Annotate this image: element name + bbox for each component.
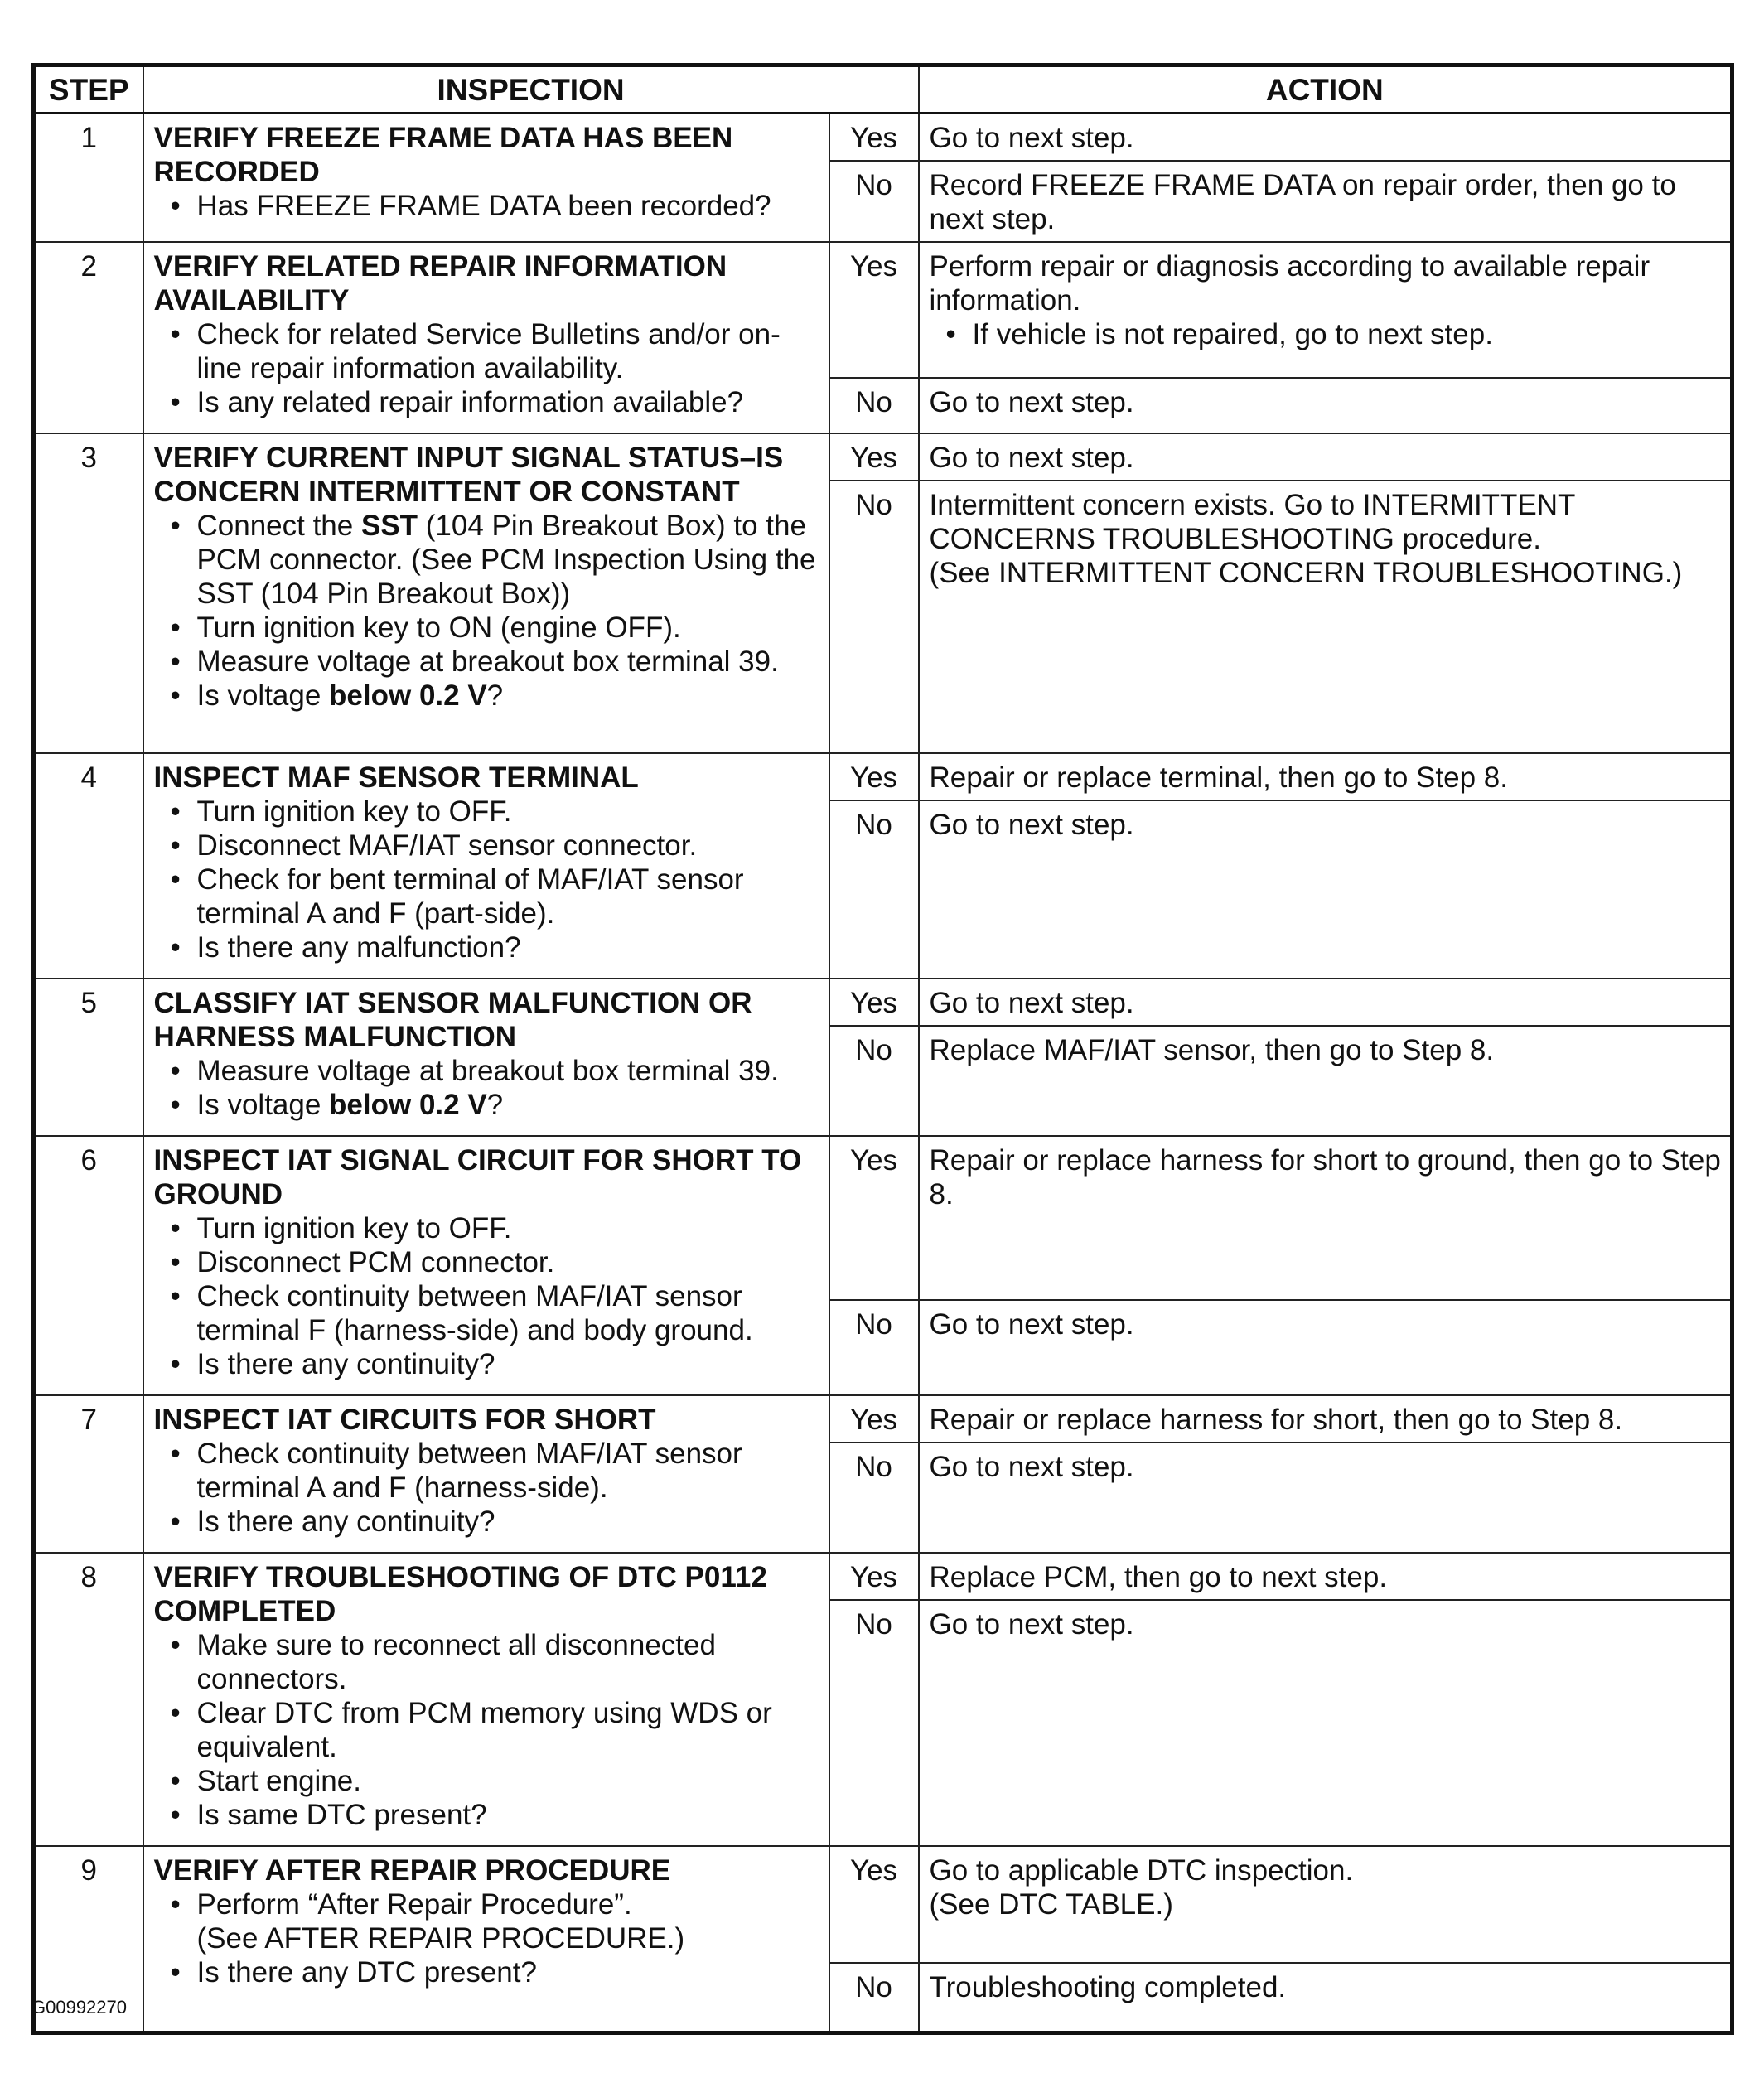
no-label: No	[829, 1963, 919, 2032]
inspection-item: • Disconnect MAF/IAT sensor connector.	[154, 829, 820, 863]
yes-label: Yes	[829, 1846, 919, 1963]
step-1-inspection	[143, 114, 829, 243]
inspection-list	[154, 509, 820, 713]
no-action: Record FREEZE FRAME DATA on repair order, then go to next step.	[919, 161, 1733, 242]
no-action: Go to next step.	[919, 800, 1733, 979]
inspection-item: • Is there any continuity?	[154, 1505, 820, 1539]
step-number: 5	[34, 979, 143, 1136]
no-action-reference: (See INTERMITTENT CONCERN TROUBLESHOOTING.)	[929, 557, 1683, 589]
step-number: 8	[34, 1553, 143, 1846]
yes-action-bullet: • If vehicle is not repaired, go to next step.	[930, 317, 1723, 351]
step-2-inspection	[143, 242, 829, 433]
yes-action-text: Go to applicable DTC inspection.	[929, 1854, 1354, 1887]
no-label: No	[829, 481, 919, 753]
step-1-yes-row	[34, 114, 1733, 162]
step-title: CLASSIFY IAT SENSOR MALFUNCTION OR HARNESS MALFUNCTION	[153, 987, 752, 1053]
step-number: 6	[34, 1136, 143, 1395]
inspection-item: • Start engine.	[154, 1764, 820, 1798]
inspection-list	[154, 189, 820, 223]
inspection-list	[154, 795, 820, 964]
yes-label: Yes	[829, 1136, 919, 1300]
yes-action	[919, 1846, 1733, 1963]
step-7-inspection	[143, 1395, 829, 1553]
step-4-inspection	[143, 753, 829, 979]
no-label: No	[829, 1026, 919, 1136]
step-9-inspection	[143, 1846, 829, 2033]
yes-action: Go to next step.	[919, 433, 1733, 481]
yes-action-text: Perform repair or diagnosis according to available repair information.	[929, 250, 1650, 317]
yes-label: Yes	[829, 1395, 919, 1443]
step-5-yes-row	[34, 979, 1733, 1026]
inspection-list	[154, 1211, 820, 1381]
inspection-item: • Is there any DTC present?	[154, 1955, 820, 1989]
inspection-item: • Is same DTC present?	[154, 1798, 820, 1832]
step-8-inspection	[143, 1553, 829, 1846]
troubleshooting-sheet	[31, 63, 1730, 2035]
inspection-item: • Check continuity between MAF/IAT sensor terminal A and F (harness-side).	[154, 1437, 820, 1505]
yes-label: Yes	[829, 114, 919, 162]
inspection-item: • Measure voltage at breakout box terminal 39.	[154, 1054, 820, 1088]
yes-action: Repair or replace harness for short to ground, then go to Step 8.	[919, 1136, 1733, 1300]
inspection-item: • Measure voltage at breakout box terminal 39.	[154, 645, 820, 679]
action-header: ACTION	[919, 65, 1733, 114]
no-action-text: Intermittent concern exists. Go to INTERMITTENT CONCERNS TROUBLESHOOTING procedure.	[929, 489, 1575, 555]
inspection-item: • Check for related Service Bulletins and/or on-line repair information availability.	[154, 317, 820, 385]
yes-label: Yes	[829, 1553, 919, 1600]
yes-action: Repair or replace harness for short, then go to Step 8.	[919, 1395, 1733, 1443]
no-label: No	[829, 378, 919, 433]
inspection-item: • Turn ignition key to OFF.	[154, 1211, 820, 1245]
header-row	[34, 65, 1733, 114]
step-number: 3	[34, 433, 143, 753]
inspection-list	[154, 317, 820, 419]
inspection-list	[154, 1054, 820, 1122]
step-title: VERIFY RELATED REPAIR INFORMATION AVAILABILITY	[153, 250, 727, 317]
step-title: VERIFY CURRENT INPUT SIGNAL STATUS–IS CONCERN INTERMITTENT OR CONSTANT	[153, 442, 784, 508]
no-action: Go to next step.	[919, 1600, 1733, 1846]
step-number: 9	[34, 1846, 143, 2033]
no-action: Go to next step.	[919, 1443, 1733, 1553]
no-action: Troubleshooting completed.	[919, 1963, 1733, 2032]
step-title: INSPECT MAF SENSOR TERMINAL	[153, 761, 639, 794]
inspection-item: • Check continuity between MAF/IAT sensor terminal F (harness-side) and body ground.	[154, 1279, 820, 1347]
yes-label: Yes	[829, 753, 919, 800]
step-number: 7	[34, 1395, 143, 1553]
no-label: No	[829, 1600, 919, 1846]
yes-action: Repair or replace terminal, then go to Step 8.	[919, 753, 1733, 800]
step-number: 2	[34, 242, 143, 433]
inspection-item: • Is voltage below 0.2 V?	[154, 1088, 820, 1122]
step-4-yes-row	[34, 753, 1733, 800]
inspection-list	[154, 1628, 820, 1832]
step-title: VERIFY FREEZE FRAME DATA HAS BEEN RECORDED	[153, 122, 733, 188]
step-2-yes-row	[34, 242, 1733, 378]
yes-action-reference: (See DTC TABLE.)	[929, 1888, 1173, 1921]
yes-label: Yes	[829, 979, 919, 1026]
inspection-item: • Connect the SST (104 Pin Breakout Box) to the PCM connector. (See PCM Inspection Using the SST (104 Pin Breakout Box))	[154, 509, 820, 611]
inspection-item: • Is any related repair information available?	[154, 385, 820, 419]
no-action: Go to next step.	[919, 378, 1733, 433]
troubleshooting-table	[31, 63, 1734, 2035]
inspection-list	[154, 1887, 820, 1989]
no-action: Go to next step.	[919, 1300, 1733, 1395]
inspection-item: • Perform “After Repair Procedure”. (See AFTER REPAIR PROCEDURE.)	[154, 1887, 820, 1955]
step-5-inspection	[143, 979, 829, 1136]
step-7-yes-row	[34, 1395, 1733, 1443]
inspection-item: • Make sure to reconnect all disconnected connectors.	[154, 1628, 820, 1696]
yes-action	[919, 242, 1733, 378]
yes-action: Go to next step.	[919, 114, 1733, 162]
inspection-item: • Disconnect PCM connector.	[154, 1245, 820, 1279]
inspection-item: • Turn ignition key to ON (engine OFF).	[154, 611, 820, 645]
step-header: STEP	[34, 65, 143, 114]
step-title: INSPECT IAT SIGNAL CIRCUIT FOR SHORT TO GROUND	[153, 1144, 802, 1211]
yes-label: Yes	[829, 433, 919, 481]
no-label: No	[829, 800, 919, 979]
step-9-yes-row	[34, 1846, 1733, 1963]
inspection-item: • Has FREEZE FRAME DATA been recorded?	[154, 189, 820, 223]
step-6-yes-row	[34, 1136, 1733, 1300]
no-label: No	[829, 1300, 919, 1395]
yes-action: Replace PCM, then go to next step.	[919, 1553, 1733, 1600]
step-3-yes-row	[34, 433, 1733, 481]
yes-action: Go to next step.	[919, 979, 1733, 1026]
inspection-list	[154, 1437, 820, 1539]
step-6-inspection	[143, 1136, 829, 1395]
step-number: 1	[34, 114, 143, 243]
inspection-item: • Is there any malfunction?	[154, 930, 820, 964]
step-title: INSPECT IAT CIRCUITS FOR SHORT	[153, 1404, 656, 1436]
step-title: VERIFY TROUBLESHOOTING OF DTC P0112 COMPLETED	[153, 1561, 767, 1627]
no-action	[919, 481, 1733, 753]
step-title: VERIFY AFTER REPAIR PROCEDURE	[153, 1854, 671, 1887]
inspection-item: • Check for bent terminal of MAF/IAT sensor terminal A and F (part-side).	[154, 863, 820, 930]
figure-id: G00992270	[31, 1997, 127, 2018]
step-3-inspection	[143, 433, 829, 753]
step-8-yes-row	[34, 1553, 1733, 1600]
inspection-item: • Is voltage below 0.2 V?	[154, 679, 820, 713]
inspection-item: • Is there any continuity?	[154, 1347, 820, 1381]
no-label: No	[829, 161, 919, 242]
inspection-item: • Turn ignition key to OFF.	[154, 795, 820, 829]
inspection-header: INSPECTION	[143, 65, 919, 114]
inspection-item: • Clear DTC from PCM memory using WDS or equivalent.	[154, 1696, 820, 1764]
no-action: Replace MAF/IAT sensor, then go to Step 8.	[919, 1026, 1733, 1136]
step-number: 4	[34, 753, 143, 979]
yes-label: Yes	[829, 242, 919, 378]
no-label: No	[829, 1443, 919, 1553]
